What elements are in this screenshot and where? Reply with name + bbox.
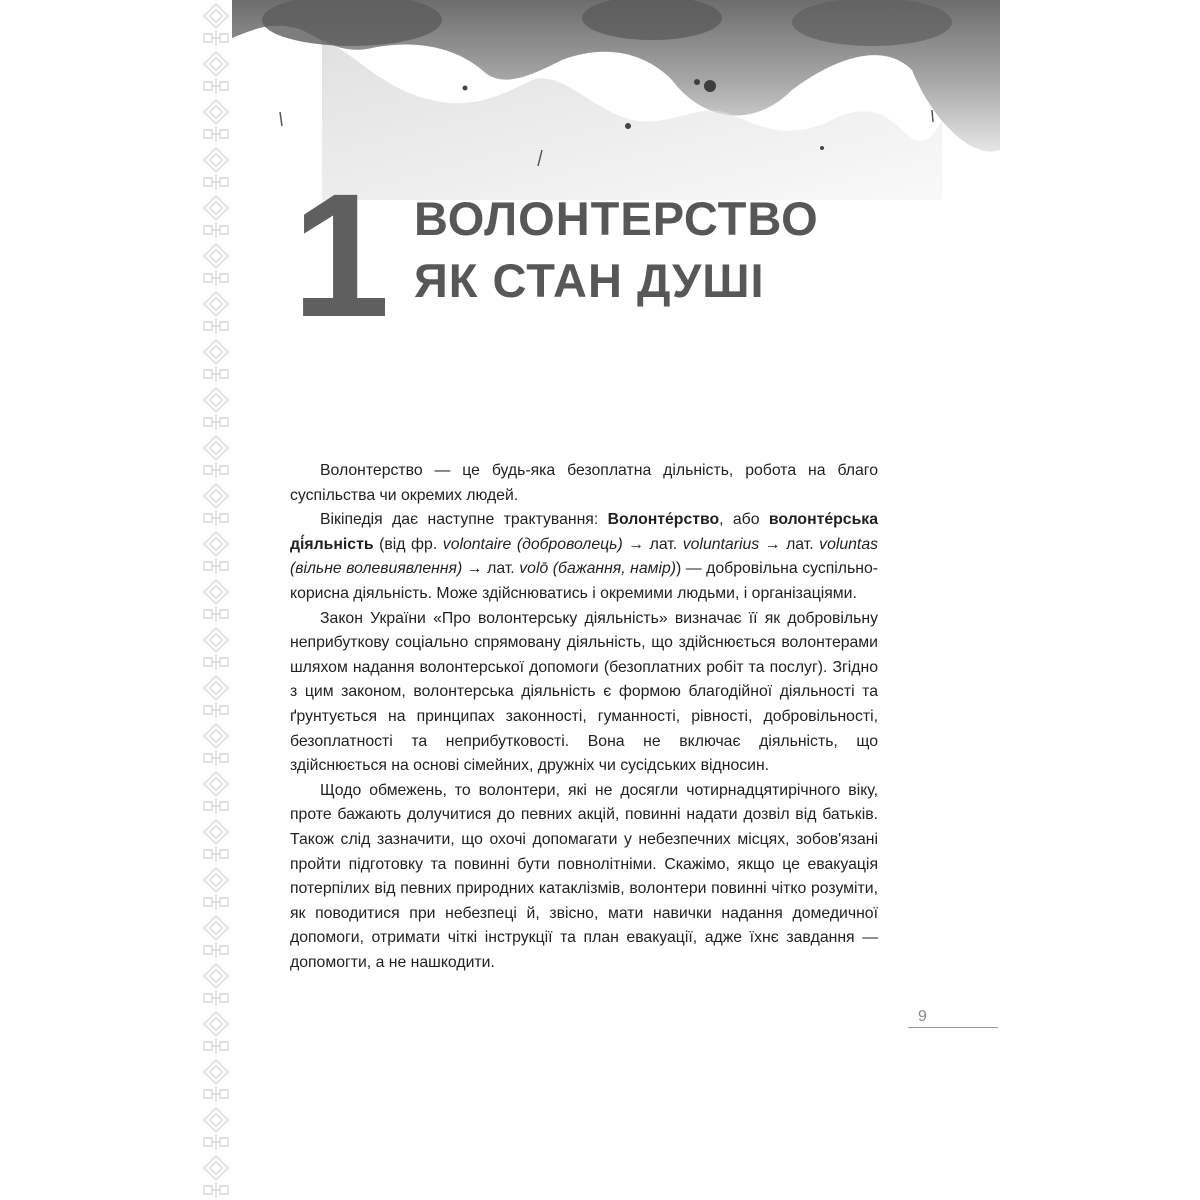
- embroidery-ornament-border: [200, 0, 232, 1200]
- text-run: ) — добровільна суспільно-корисна діяльність. Може здійснюватись і окремими людьми, і організаціями.: [290, 560, 879, 602]
- paragraph-restrictions: Щодо обмежень, то волонтери, які не досягли чотирнадцятирічного віку, проте бажають долучитися до певних акцій, повинні надати дозвіл від батьків. Також слід зазначити, що охочі допомагати у небезпечних місцях, зобов'язані пройти підготовку та повинні бути повнолітніми. Скажімо, якщо це евакуація потерпілих від певних природних катаклізмів, волонтери повинні чітко розуміти, як поводитися при небезпеці й, звісно, мати навички надання домедичної допомоги, отримати чіткі інструкції та план евакуації, адже їхнє завдання — допомогти, а не нашкодити.: [290, 781, 878, 971]
- chapter-number: 1: [292, 158, 386, 354]
- etymology-run: voluntarius →: [682, 535, 787, 553]
- text-run: , або: [719, 511, 769, 529]
- text-run: лат.: [487, 560, 520, 578]
- text-run: лат.: [649, 535, 683, 553]
- etymology-run: voluntas (вільне волевиявлення) →: [290, 535, 879, 578]
- text-run: Вікіпедія дає наступне трактування:: [320, 511, 608, 529]
- text-run: (від фр.: [373, 535, 443, 553]
- etymology-run: volontaire (доброволець) →: [442, 535, 650, 553]
- page-number: 9: [918, 1008, 927, 1025]
- chapter-title: [414, 188, 819, 312]
- paragraph-law: Закон України «Про волонтерську діяльність» визначає її як добровільну неприбуткову соціально спрямовану діяльність, що здійснюється волонтерами шляхом надання волонтерської допомоги (безоплатних робіт та послуг). Згідно з цим законом, волонтерська діяльність є формою благодійної діяльності та ґрунтується на принципах законності, гуманності, рівності, добровільності, безоплатності та неприбутковості. Вона не включає діяльність, що здійснюється на основі сімейних, дружніх чи сусідських відносин.: [290, 609, 878, 775]
- page-number-rule: [908, 1027, 998, 1028]
- paragraph-wikipedia: [290, 508, 878, 606]
- chapter-title-line-1: ВОЛОНТЕРСТВО: [414, 192, 819, 245]
- paragraph-definition: Волонтерство — це будь-яка безоплатна дільність, робота на благо суспільства чи окремих людей.: [290, 462, 878, 504]
- chapter-body: [290, 459, 878, 975]
- term-volunteer-activity: волонте́рська ді́яльність: [290, 511, 878, 553]
- chapter-title-line-2: ЯК СТАН ДУШІ: [414, 254, 765, 307]
- etymology-run: volō (бажання, намір): [519, 560, 677, 578]
- text-run: лат.: [786, 535, 820, 553]
- term-volunteering: Волонте́рство: [607, 511, 720, 529]
